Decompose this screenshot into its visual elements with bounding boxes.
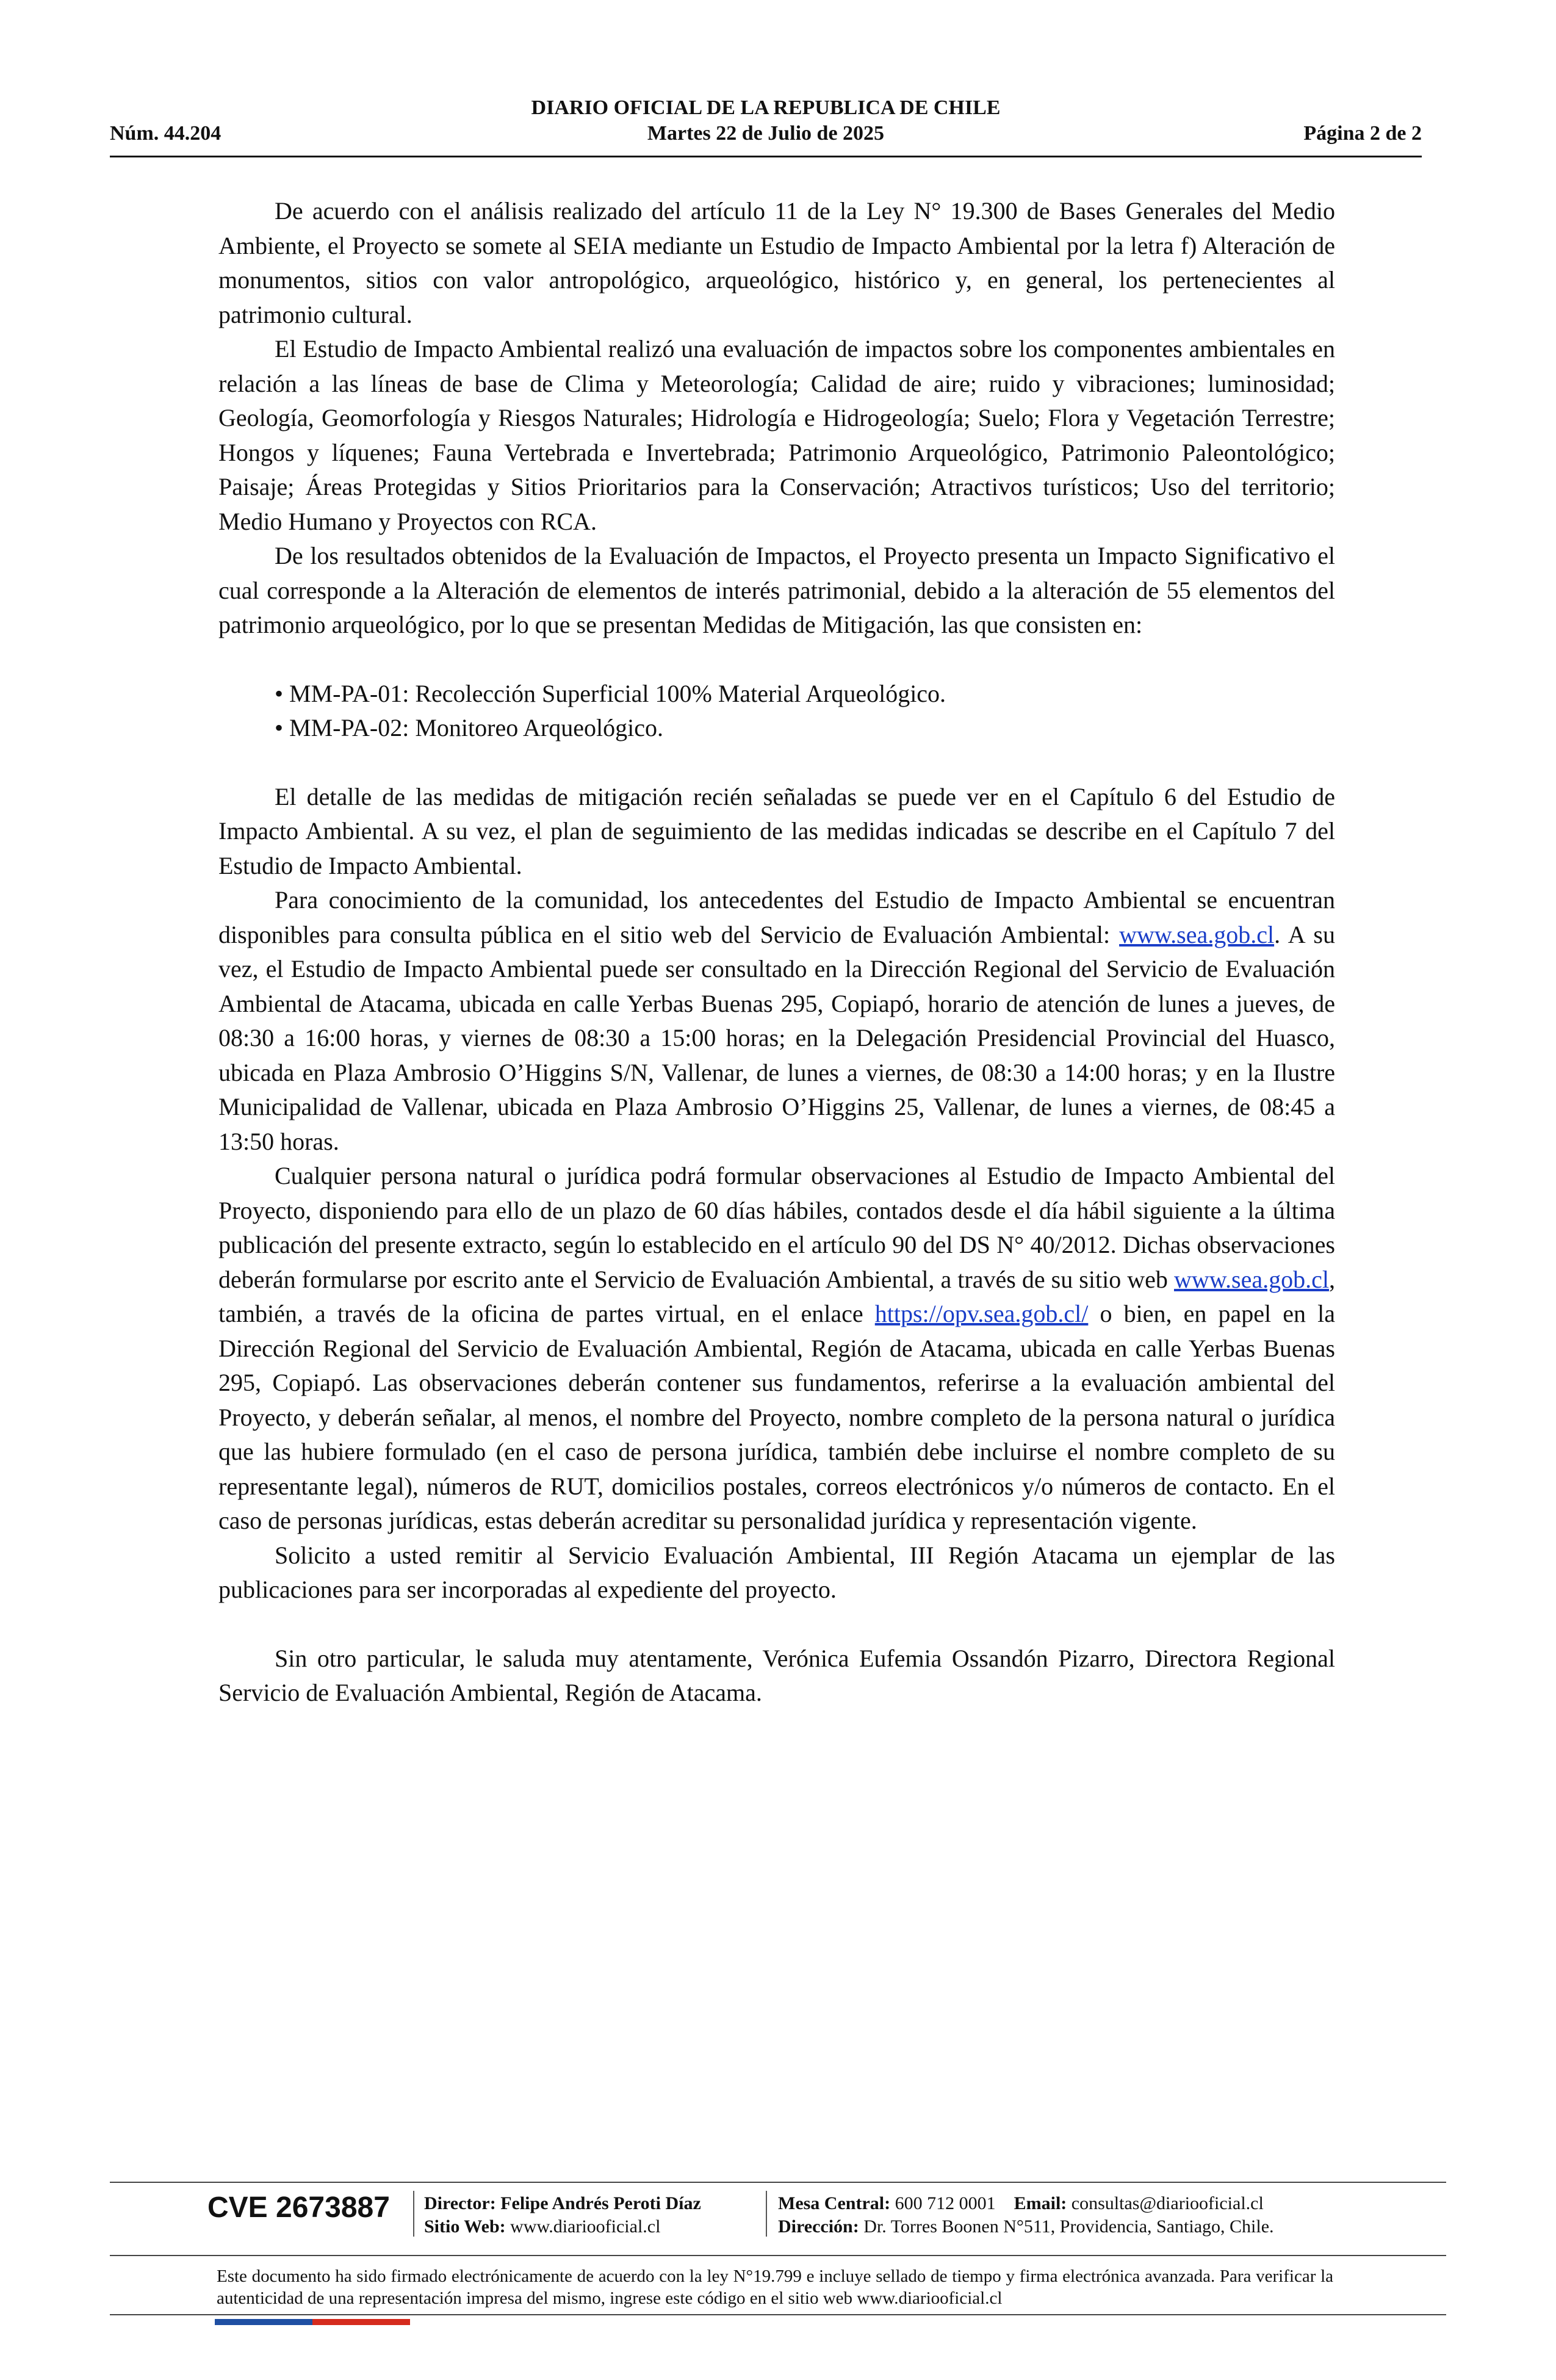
header-divider: [110, 156, 1422, 157]
mitigation-list: [275, 677, 1335, 746]
signature-note: Este documento ha sido firmado electrónicamente de acuerdo con la ley N°19.799 e incluye sellado de tiempo y firma electrónica avanzada. Para verificar la autenticidad de una representación impresa del mismo, ingrese este código en el sitio web www.diariooficial.cl: [217, 2266, 1333, 2308]
footer-director-block: [424, 2192, 701, 2238]
paragraph-6-text-c: o bien, en papel en la Dirección Regional del Servicio de Evaluación Ambiental, Región de Atacama, ubicada en calle Yerbas Buenas 295, Copiapó. Las observaciones deberán contener sus fundamentos, referirse a la evaluación ambiental del Proyecto, y deberán señalar, al menos, el nombre del Proyecto, nombre completo de la persona natural o jurídica que las hubiere formulado (en el caso de persona jurídica, también debe incluirse el nombre completo de su representante legal), números de RUT, domicilios postales, correos electrónicos y/o números de contacto. En el caso de personas jurídicas, estas deberán acreditar su personalidad jurídica y representación vigente.: [218, 1300, 1335, 1534]
closing-paragraph: Sin otro particular, le saluda muy atentamente, Verónica Eufemia Ossandón Pizarro, Directora Regional Servicio de Evaluación Ambiental, Región de Atacama.: [218, 1644, 1335, 1706]
list-item: • MM-PA-01: Recolección Superficial 100% Material Arqueológico.: [275, 679, 946, 707]
sea-website-link[interactable]: www.sea.gob.cl: [1119, 920, 1275, 948]
email-value[interactable]: consultas@diariooficial.cl: [1071, 2193, 1264, 2213]
footer-separator: [413, 2191, 414, 2237]
mesa-value: 600 712 0001: [895, 2193, 996, 2213]
chile-flag-stripe: [215, 2319, 410, 2325]
paragraph-6: [218, 1159, 1335, 1538]
paragraph-5: [218, 883, 1335, 1159]
issue-number: Núm. 44.204: [110, 122, 222, 145]
cve-code: CVE 2673887: [207, 2191, 390, 2224]
list-item: • MM-PA-02: Monitoreo Arqueológico.: [275, 714, 663, 741]
sea-website-link-2[interactable]: www.sea.gob.cl: [1173, 1265, 1329, 1293]
director-label: Director:: [424, 2193, 496, 2213]
footer-divider-middle: [110, 2255, 1446, 2256]
footer-contact-block: [778, 2192, 1274, 2238]
paragraph-5-text-a: Para conocimiento de la comunidad, los antecedentes del Estudio de Impacto Ambiental se encuentran disponibles para consulta pública en el sitio web del Servicio de Evaluación Ambiental:: [218, 886, 1335, 948]
paragraph-2: El Estudio de Impacto Ambiental realizó una evaluación de impactos sobre los componentes ambientales en relación a las líneas de base de Clima y Meteorología; Calidad de aire; ruido y vibraciones; luminosidad; Geología, Geomorfología y Riesgos Naturales; Hidrología e Hidrogeología; Suelo; Flora y Vegetación Terrestre; Hongos y líquenes; Fauna Vertebrada e Invertebrada; Patrimonio Arqueológico, Patrimonio Paleontológico; Paisaje; Áreas Protegidas y Sitios Prioritarios para la Conservación; Atractivos turísticos; Uso del territorio; Medio Humano y Proyectos con RCA.: [218, 335, 1335, 535]
page-indicator: Página 2 de 2: [1303, 122, 1422, 145]
spacer: [218, 1607, 1335, 1642]
email-label: Email:: [1014, 2193, 1067, 2213]
newspaper-title: DIARIO OFICIAL DE LA REPUBLICA DE CHILE: [531, 96, 1001, 119]
website-value[interactable]: www.diariooficial.cl: [510, 2216, 661, 2237]
address-label: Dirección:: [778, 2216, 859, 2237]
flag-blue-band: [215, 2319, 312, 2325]
website-label: Sitio Web:: [424, 2216, 506, 2237]
footer-divider-top: [110, 2182, 1446, 2183]
paragraph-6-text-b: , también, a través de la oficina de partes virtual, en el enlace: [218, 1265, 1335, 1327]
page-header: [110, 92, 1422, 157]
document-body: [218, 194, 1335, 1711]
director-name: Felipe Andrés Peroti Díaz: [500, 2193, 701, 2213]
paragraph-6-text-a: Cualquier persona natural o jurídica podrá formular observaciones al Estudio de Impacto Ambiental del Proyecto, disponiendo para ello de un plazo de 60 días hábiles, contados desde el día hábil siguiente a la última publicación del presente extracto, según lo establecido en el artículo 90 del DS N° 40/2012. Dichas observaciones deberán formularse por escrito ante el Servicio de Evaluación Ambiental, a través de su sitio web: [218, 1162, 1335, 1293]
paragraph-3: De los resultados obtenidos de la Evaluación de Impactos, el Proyecto presenta un Impacto Significativo el cual corresponde a la Alteración de elementos de interés patrimonial, debido a la alteración de 55 elementos del patrimonio arqueológico, por lo que se presentan Medidas de Mitigación, las que consisten en:: [218, 542, 1335, 638]
paragraph-7: Solicito a usted remitir al Servicio Evaluación Ambiental, III Región Atacama un ejemplar de las publicaciones para ser incorporadas al expediente del proyecto.: [218, 1541, 1335, 1603]
footer-divider-bottom: [110, 2314, 1446, 2315]
paragraph-4: El detalle de las medidas de mitigación recién señaladas se puede ver en el Capítulo 6 del Estudio de Impacto Ambiental. A su vez, el plan de seguimiento de las medidas indicadas se describe en el Capítulo 7 del Estudio de Impacto Ambiental.: [218, 782, 1335, 879]
footer-separator: [766, 2191, 767, 2237]
mesa-label: Mesa Central:: [778, 2193, 891, 2213]
paragraph-1: De acuerdo con el análisis realizado del artículo 11 de la Ley N° 19.300 de Bases Generales del Medio Ambiente, el Proyecto se somete al SEIA mediante un Estudio de Impacto Ambiental por la letra f) Alteración de monumentos, sitios con valor antropológico, arqueológico, histórico y, en general, los pertenecientes al patrimonio cultural.: [218, 197, 1335, 328]
flag-red-band: [312, 2319, 410, 2325]
opv-link[interactable]: https://opv.sea.gob.cl/: [874, 1300, 1089, 1327]
address-value: Dr. Torres Boonen N°511, Providencia, Santiago, Chile.: [863, 2216, 1274, 2237]
issue-date: Martes 22 de Julio de 2025: [647, 122, 885, 145]
paragraph-5-text-b: . A su vez, el Estudio de Impacto Ambiental puede ser consultado en la Dirección Regional del Servicio de Evaluación Ambiental de Atacama, ubicada en calle Yerbas Buenas 295, Copiapó, horario de atención de lunes a jueves, de 08:30 a 16:00 horas, y viernes de 08:30 a 15:00 horas; en la Delegación Presidencial Provincial del Huasco, ubicada en Plaza Ambrosio O’Higgins S/N, Vallenar, de lunes a viernes, de 08:30 a 14:00 horas; y en la Ilustre Municipalidad de Vallenar, ubicada en Plaza Ambrosio O’Higgins 25, Vallenar, de lunes a viernes, de 08:45 a 13:50 horas.: [218, 920, 1335, 1155]
